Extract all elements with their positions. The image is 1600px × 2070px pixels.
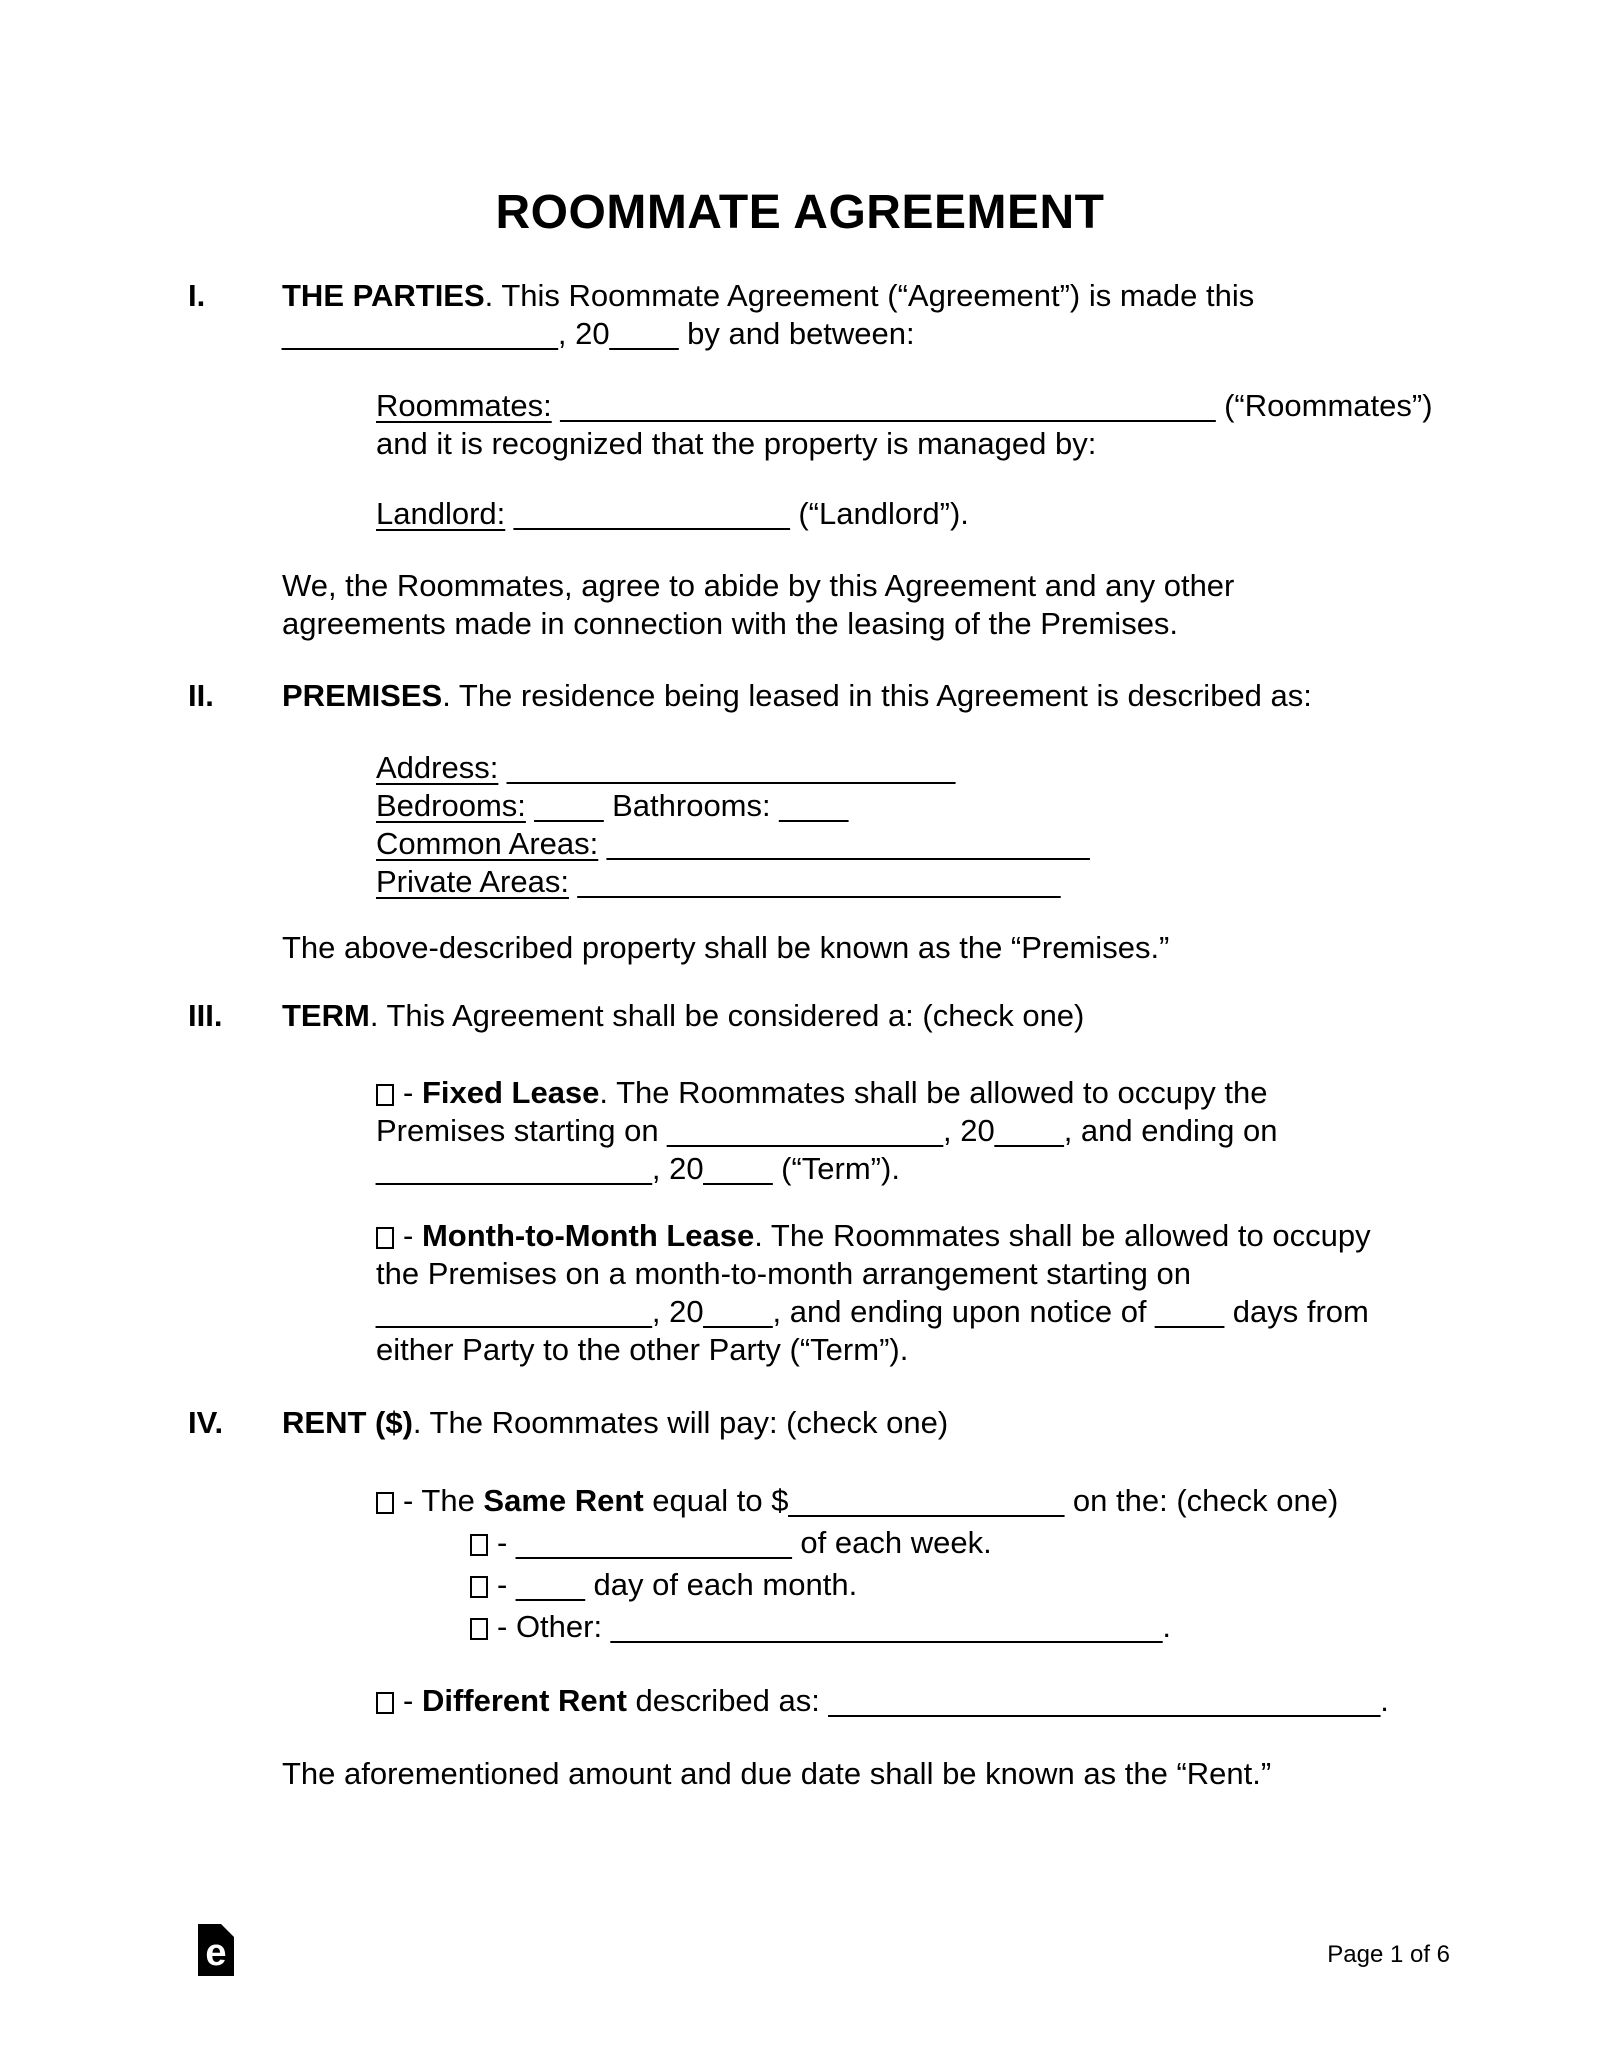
premises-details (376, 749, 1090, 901)
bathrooms-blank: ____ (770, 788, 849, 823)
private-areas-line (376, 863, 1090, 901)
dash: - (403, 1483, 422, 1518)
dash: - (497, 1525, 516, 1560)
different-rent-checkbox[interactable] (376, 1692, 394, 1714)
other-option-checkbox[interactable] (470, 1618, 488, 1640)
agreement-date-blank: ________________ (282, 316, 558, 351)
month-day-option-text: ____ day of each month. (515, 1567, 858, 1602)
month-to-month-rest: . The Roommates shall be allowed to occupy (754, 1218, 1371, 1253)
week-option-text: ________________ of each week. (515, 1525, 992, 1560)
roommates-paragraph (376, 387, 1433, 463)
rent-heading: RENT ($) (282, 1405, 413, 1440)
parties-line-2-rest: , 20____ by and between: (557, 316, 915, 351)
bathrooms-label: Bathrooms: (612, 788, 771, 823)
common-areas-label: Common Areas: (376, 826, 599, 861)
common-areas-line (376, 825, 1090, 863)
section-parties-numeral: I. (188, 278, 206, 313)
dash: - (403, 1075, 422, 1110)
bedrooms-bathrooms-line (376, 787, 1090, 825)
month-to-month-label: Month-to-Month Lease (421, 1218, 755, 1253)
section-parties (188, 277, 1254, 353)
month-to-month-paragraph (376, 1217, 1371, 1369)
rent-line-1 (282, 1404, 948, 1442)
bedrooms-label: Bedrooms: (376, 788, 526, 823)
common-areas-blank: ____________________________ (598, 826, 1090, 861)
term-heading: TERM (282, 998, 370, 1033)
same-rent-label: Same Rent (483, 1483, 644, 1518)
same-rent-line (376, 1482, 1338, 1520)
roommates-paren: (“Roommates”) (1224, 388, 1433, 423)
same-rent-rest: equal to $________________ on the: (check one) (643, 1483, 1339, 1518)
section-rent (188, 1404, 948, 1442)
private-areas-blank: ____________________________ (568, 864, 1061, 899)
fixed-lease-line-2: Premises starting on ________________, 20____, and ending on (376, 1113, 1278, 1148)
address-blank: __________________________ (498, 750, 956, 785)
landlord-paren: (“Landlord”). (798, 496, 969, 531)
month-to-month-line-4: either Party to the other Party (“Term”). (376, 1332, 909, 1367)
roommates-names-blank: ______________________________________ (551, 388, 1225, 423)
section-premises (188, 677, 1312, 715)
month-to-month-line-3: ________________, 20____, and ending upon notice of ____ days from (376, 1294, 1369, 1329)
month-to-month-line-2: the Premises on a month-to-month arrangement starting on (376, 1256, 1192, 1291)
landlord-name-blank: ________________ (505, 496, 799, 531)
abide-line-1: We, the Roommates, agree to abide by this Agreement and any other (282, 568, 1235, 603)
different-rent-rest: described as: ________________________________. (626, 1683, 1389, 1718)
bedrooms-blank: ____ (525, 788, 613, 823)
section-term-numeral: III. (188, 998, 223, 1033)
roommates-line-1 (376, 387, 1433, 425)
month-day-option-checkbox[interactable] (470, 1576, 488, 1598)
fixed-lease-rest: . The Roommates shall be allowed to occupy the (599, 1075, 1268, 1110)
fixed-lease-line-3: ________________, 20____ (“Term”). (376, 1151, 900, 1186)
other-option-line (470, 1608, 1171, 1646)
term-line-1 (282, 997, 1084, 1035)
premises-heading-rest: . The residence being leased in this Agreement is described as: (442, 678, 1312, 713)
eforms-logo (198, 1924, 234, 1976)
section-parties-body (282, 277, 1254, 353)
fixed-lease-label: Fixed Lease (421, 1075, 600, 1110)
same-rent-checkbox[interactable] (376, 1492, 394, 1514)
section-term (188, 997, 1084, 1035)
dash: - (403, 1218, 422, 1253)
document-title: ROOMMATE AGREEMENT (495, 186, 1105, 239)
different-rent-label: Different Rent (421, 1683, 627, 1718)
abide-line-2: agreements made in connection with the leasing of the Premises. (282, 606, 1179, 641)
abide-paragraph (282, 567, 1234, 643)
same-rent-pre: The (421, 1483, 484, 1518)
parties-heading: THE PARTIES (282, 278, 485, 313)
week-option-checkbox[interactable] (470, 1534, 488, 1556)
landlord-label: Landlord: (376, 496, 506, 531)
term-heading-rest: . This Agreement shall be considered a: (check one) (369, 998, 1085, 1033)
address-line (376, 749, 1090, 787)
section-rent-numeral: IV. (188, 1405, 224, 1440)
section-premises-numeral: II. (188, 678, 214, 713)
roommates-label: Roommates: (376, 388, 552, 423)
roommates-line-2: and it is recognized that the property is managed by: (376, 426, 1097, 461)
premises-heading: PREMISES (282, 678, 443, 713)
dash: - (403, 1683, 422, 1718)
address-label: Address: (376, 750, 499, 785)
week-option-line (470, 1524, 992, 1562)
month-day-option-line (470, 1566, 857, 1604)
parties-line-1 (282, 277, 1254, 315)
parties-heading-rest: . This Roommate Agreement (“Agreement”) is made this (484, 278, 1255, 313)
fixed-lease-line-1 (376, 1074, 1277, 1112)
parties-line-2 (282, 315, 1254, 353)
fixed-lease-checkbox[interactable] (376, 1084, 394, 1106)
month-to-month-checkbox[interactable] (376, 1227, 394, 1249)
dash: - (497, 1567, 516, 1602)
month-to-month-line-1 (376, 1217, 1371, 1255)
rent-closing-line: The aforementioned amount and due date shall be known as the “Rent.” (282, 1756, 1272, 1791)
landlord-line (376, 495, 969, 533)
private-areas-label: Private Areas: (376, 864, 569, 899)
premises-line-1 (282, 677, 1312, 715)
rent-heading-rest: . The Roommates will pay: (check one) (412, 1405, 949, 1440)
different-rent-line (376, 1682, 1389, 1720)
dash: - (497, 1609, 516, 1644)
page-number: Page 1 of 6 (1327, 1941, 1450, 1968)
premises-known-line: The above-described property shall be known as the “Premises.” (282, 930, 1170, 965)
eforms-logo-letter: e (205, 1932, 227, 1974)
other-option-text: Other: ________________________________. (515, 1609, 1172, 1644)
fixed-lease-paragraph (376, 1074, 1277, 1188)
